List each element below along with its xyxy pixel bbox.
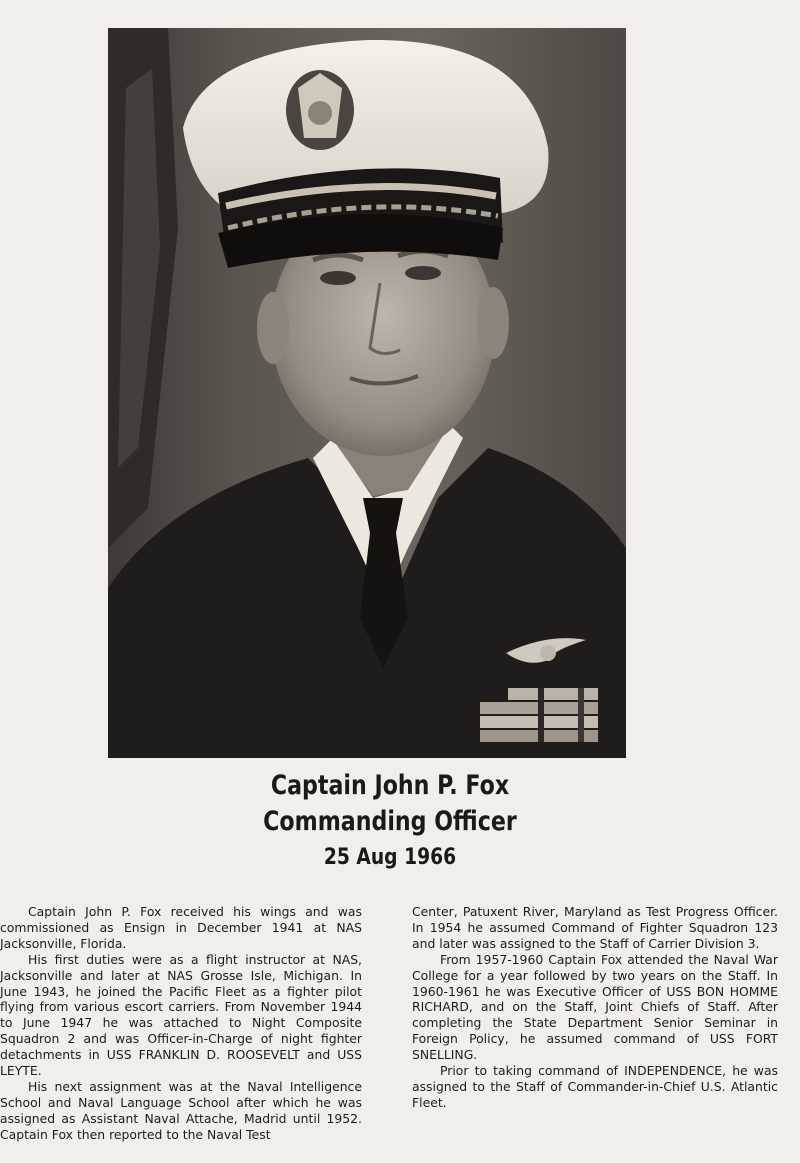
bio-paragraph: Prior to taking command of INDEPENDENCE, he was assigned to the Staff of Commander-in-Chief U.S. Atlantic Fleet. [412,1063,778,1110]
bio-paragraph: Captain John P. Fox received his wings and was commissioned as Ensign in December 1941 at NAS Jacksonville, Florida. [0,904,362,951]
officer-position: Commanding Officer [263,806,517,837]
portrait-photo [108,28,626,758]
bio-paragraph: His next assignment was at the Naval Intelligence School and Naval Language School after which he was assigned as Assistant Naval Attache, Madrid until 1952. Captain Fox then reported to the Naval Test [0,1078,362,1142]
bio-paragraph: Center, Patuxent River, Maryland as Test Progress Officer. In 1954 he assumed Command of Fighter Squadron 123 and later was assigned to the Staff of Carrier Division 3. [412,904,778,951]
biography-column-left [0,904,362,1143]
bio-paragraph: From 1957-1960 Captain Fox attended the Naval War College for a year followed by two years on the Staff. In 1960-1961 he was Executive Officer of USS BON HOMME RICHARD, and on the Staff, Joint Chiefs of Staff. After completing the State Department Senior Seminar in Foreign Policy, he assumed command of USS FORT SNELLING. [412,951,778,1063]
officer-name: Captain John P. Fox [270,770,510,801]
bio-paragraph: His first duties were as a flight instructor at NAS, Jacksonville and later at NAS Grosse Isle, Michigan. In June 1943, he joined the Pacific Fleet as a fighter pilot flying from various escort carriers. From November 1944 to June 1947 he was attached to Night Composite Squadron 2 and was Officer-in-Charge of night fighter detachments in USS FRANKLIN D. ROOSEVELT and USS LEYTE. [0,951,362,1079]
biography-column-right [412,904,778,1111]
command-date: 25 Aug 1966 [323,845,457,870]
title-block [190,768,590,874]
portrait-illustration [108,28,626,758]
